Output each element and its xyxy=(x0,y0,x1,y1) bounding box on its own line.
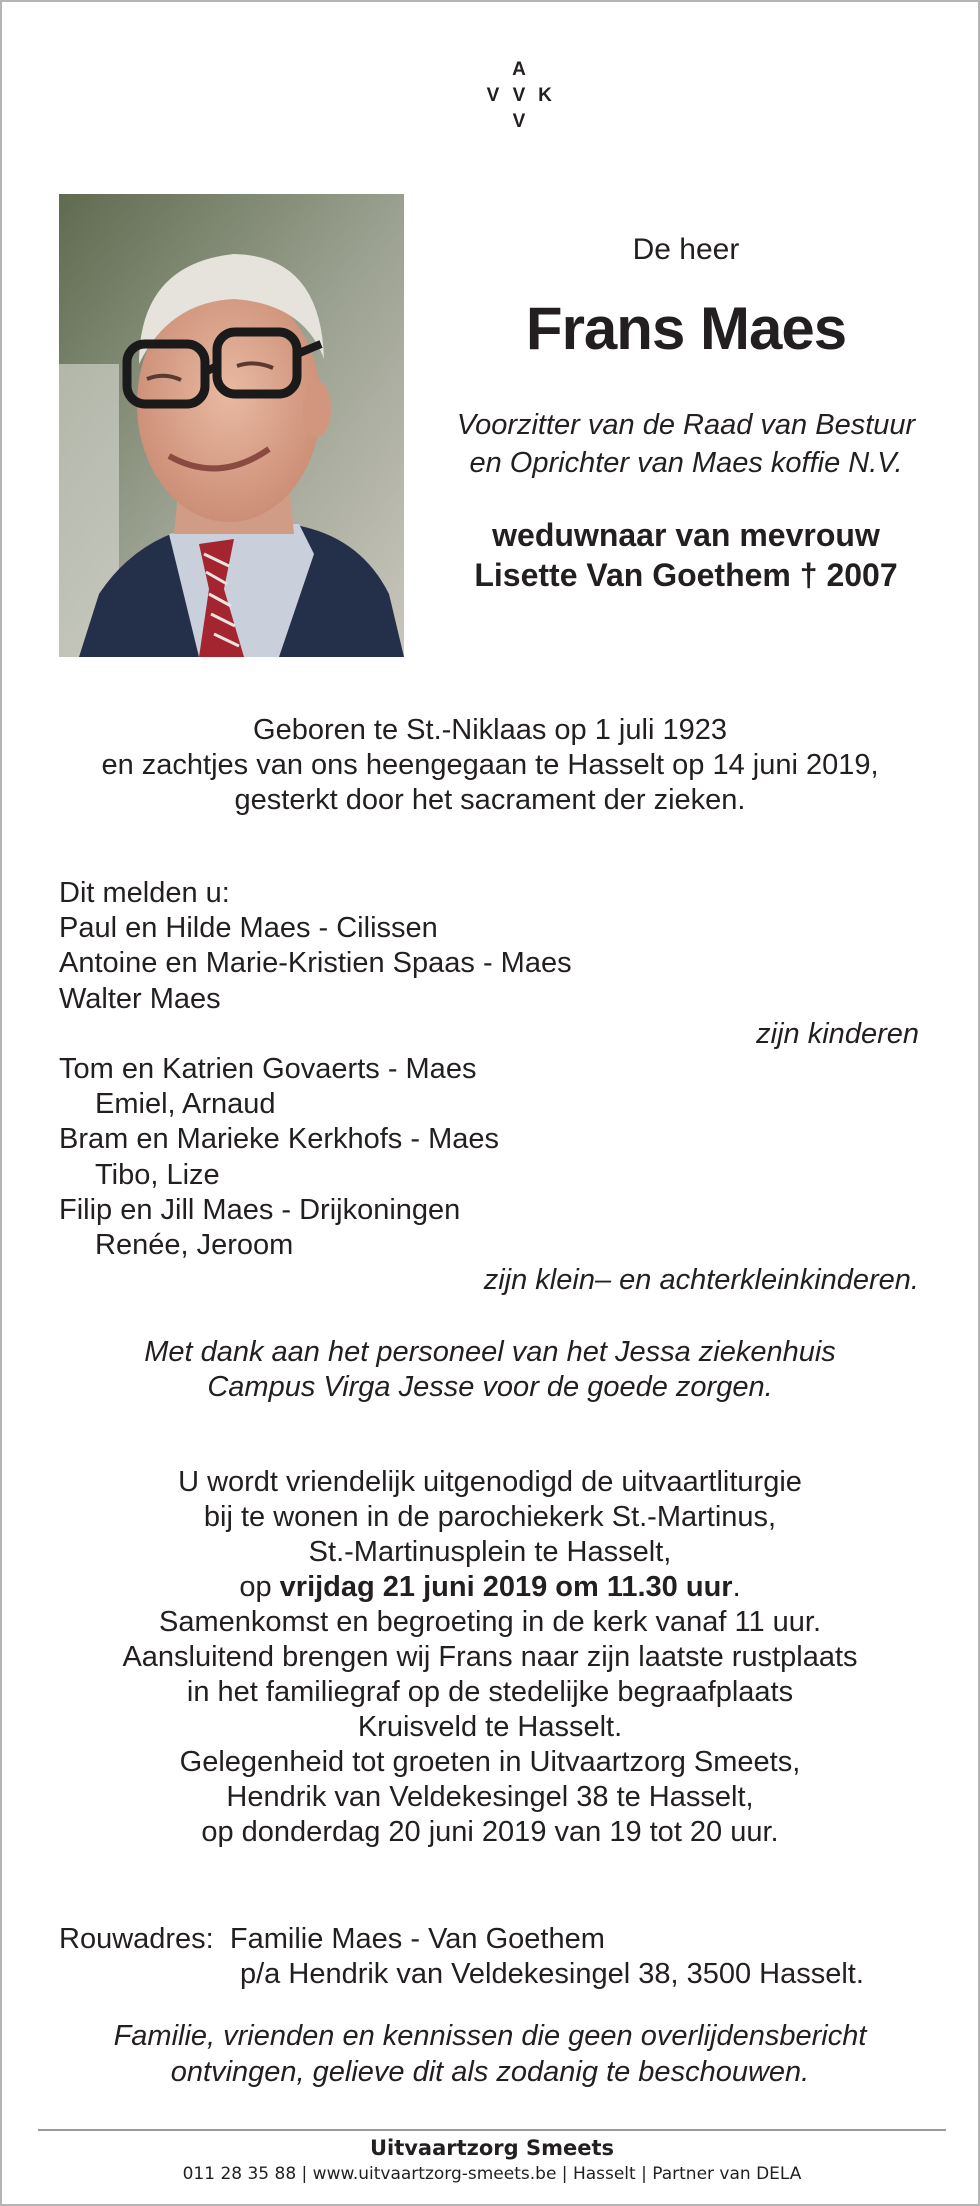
birth-line: Geboren te St.-Niklaas op 1 juli 1923 xyxy=(253,714,727,746)
portrait-photo-drawing xyxy=(59,194,404,657)
footer-divider xyxy=(38,2129,946,2131)
function-line: Voorzitter van de Raad van Bestuur xyxy=(456,409,916,441)
ceremony-line: op donderdag 20 juni 2019 van 19 tot 20 uur. xyxy=(201,1816,779,1848)
birth-line: en zachtjes van ons heengegaan te Hasselt op 14 juni 2019, xyxy=(101,749,879,781)
grandchild-couple: Bram en Marieke Kerkhofs - Maes xyxy=(59,1123,499,1156)
child-entry: Antoine en Marie-Kristien Spaas - Maes xyxy=(59,947,572,980)
great-grandchildren: Tibo, Lize xyxy=(95,1158,220,1191)
notice-line: ontvingen, gelieve dit als zodanig te beschouwen. xyxy=(170,2056,810,2088)
emblem-letter-left: V xyxy=(486,85,500,106)
thanks-note xyxy=(42,1335,938,1405)
ceremony-date-prefix: op xyxy=(239,1571,280,1603)
vvkv-emblem xyxy=(477,56,561,140)
ceremony-date-line xyxy=(42,1570,938,1605)
family-intro: Dit melden u: xyxy=(59,877,230,909)
notice-message xyxy=(42,2018,938,2090)
thanks-line: Campus Virga Jesse voor de goede zorgen. xyxy=(207,1371,773,1403)
ceremony-line: Samenkomst en begroeting in de kerk vanaf 11 uur. xyxy=(158,1606,822,1638)
address-row xyxy=(59,1922,919,1957)
funeral-details xyxy=(42,1465,938,1850)
funeral-home-contact: 011 28 35 88 | www.uitvaartzorg-smeets.be | Hasselt | Partner van DELA xyxy=(182,2164,802,2184)
birth-line: gesterkt door het sacrament der zieken. xyxy=(234,784,746,816)
portrait-photo xyxy=(59,194,404,657)
child-entry: Walter Maes xyxy=(59,982,221,1015)
emblem-letter-right: K xyxy=(538,85,552,106)
notice-line: Familie, vrienden en kennissen die geen overlijdensbericht xyxy=(113,2020,867,2052)
great-grandchildren: Emiel, Arnaud xyxy=(95,1088,276,1121)
ceremony-date: vrijdag 21 juni 2019 om 11.30 uur xyxy=(279,1571,733,1603)
salutation: De heer xyxy=(632,233,740,266)
deceased-function xyxy=(412,406,960,482)
deceased-name: Frans Maes xyxy=(525,295,847,362)
ceremony-line: Gelegenheid tot groeten in Uitvaartzorg Smeets, xyxy=(179,1746,801,1778)
great-grandchildren: Renée, Jeroom xyxy=(95,1229,294,1262)
funeral-home-name: Uitvaartzorg Smeets xyxy=(369,2136,615,2160)
grandchild-couple: Filip en Jill Maes - Drijkoningen xyxy=(59,1193,461,1226)
emblem-letter-bottom: V xyxy=(512,111,526,132)
spouse-line: Lisette Van Goethem † 2007 xyxy=(474,557,898,593)
ceremony-line: bij te wonen in de parochiekerk St.-Martinus, xyxy=(203,1501,777,1533)
ceremony-line: in het familiegraf op de stedelijke begraafplaats xyxy=(186,1676,794,1708)
ceremony-line: U wordt vriendelijk uitgenodigd de uitvaartliturgie xyxy=(178,1466,802,1498)
ceremony-line: Aansluitend brengen wij Frans naar zijn laatste rustplaats xyxy=(122,1641,858,1673)
ceremony-line: St.-Martinusplein te Hasselt, xyxy=(308,1536,672,1568)
spouse-mention xyxy=(412,515,960,595)
address-street: p/a Hendrik van Veldekesingel 38, 3500 Hasselt. xyxy=(240,1958,864,1990)
address-label: Rouwadres: xyxy=(59,1923,214,1955)
ceremony-line: Hendrik van Veldekesingel 38 te Hasselt, xyxy=(226,1781,754,1813)
ceremony-line: Kruisveld te Hasselt. xyxy=(357,1711,623,1743)
address-family: Familie Maes - Van Goethem xyxy=(229,1923,605,1955)
grandchild-couple: Tom en Katrien Govaerts - Maes xyxy=(59,1053,477,1086)
emblem-letter-center: V xyxy=(512,85,526,106)
ceremony-date-suffix: . xyxy=(732,1571,741,1603)
children-label: zijn kinderen xyxy=(756,1017,919,1050)
function-line: en Oprichter van Maes koffie N.V. xyxy=(469,447,903,479)
spouse-line: weduwnaar van mevrouw xyxy=(492,517,880,553)
birth-death-details xyxy=(42,713,938,818)
family-list xyxy=(59,876,919,1298)
child-entry: Paul en Hilde Maes - Cilissen xyxy=(59,912,438,945)
emblem-letter-top: A xyxy=(512,59,526,80)
grandchildren-label: zijn klein– en achterkleinkinderen. xyxy=(483,1264,919,1297)
mourning-address xyxy=(59,1922,919,1992)
thanks-line: Met dank aan het personeel van het Jessa ziekenhuis xyxy=(144,1336,836,1368)
